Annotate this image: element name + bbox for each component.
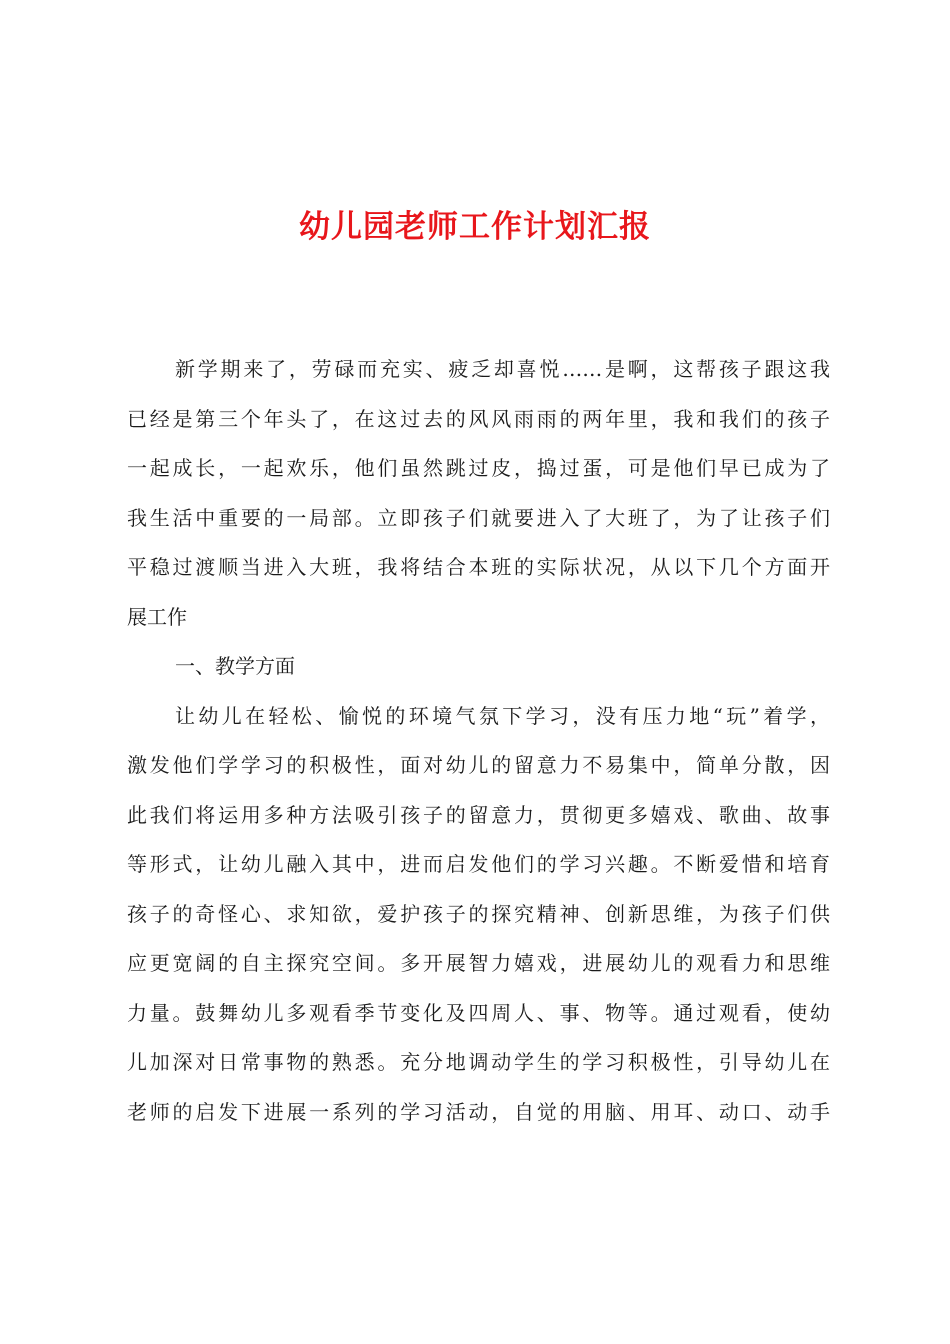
section-1-heading: 一、教学方面 [175, 654, 295, 678]
paragraph-2-line: 此我们将运用多种方法吸引孩子的留意力，贯彻更多嬉戏、歌曲、故事 [127, 802, 830, 827]
paragraph-2-line: 老师的启发下进展一系列的学习活动，自觉的用脑、用耳、动口、动手 [127, 1099, 830, 1124]
paragraph-2-line: 力量。鼓舞幼儿多观看季节变化及四周人、事、物等。通过观看，使幼 [127, 1000, 830, 1025]
paragraph-1-line: 我生活中重要的一局部。立即孩子们就要进入了大班了，为了让孩子们 [127, 505, 830, 530]
paragraph-1-line: 平稳过渡顺当进入大班，我将结合本班的实际状况，从以下几个方面开 [127, 555, 830, 579]
paragraph-1-line: 已经是第三个年头了，在这过去的风风雨雨的两年里，我和我们的孩子 [127, 406, 830, 431]
paragraph-2-line: 等形式，让幼儿融入其中，进而启发他们的学习兴趣。不断爱惜和培育 [127, 852, 830, 876]
paragraph-2-line: 激发他们学学习的积极性，面对幼儿的留意力不易集中，简单分散，因 [127, 753, 830, 777]
paragraph-1-line: 新学期来了，劳碌而充实、疲乏却喜悦……是啊，这帮孩子跟这我 [175, 357, 830, 381]
paragraph-2-line: 让幼儿在轻松、愉悦的环境气氛下学习，没有压力地“玩”着学， [175, 703, 830, 728]
document-body [127, 345, 830, 1137]
paragraph-2-line: 应更宽阔的自主探究空间。多开展智力嬉戏，进展幼儿的观看力和思维 [127, 951, 830, 975]
paragraph-1-line: 展工作 [127, 604, 187, 629]
document-title: 幼儿园老师工作计划汇报 [299, 209, 651, 245]
paragraph-2-line: 孩子的奇怪心、求知欲，爱护孩子的探究精神、创新思维，为孩子们供 [127, 901, 830, 926]
paragraph-1-line: 一起成长，一起欢乐，他们虽然跳过皮，捣过蛋，可是他们早已成为了 [127, 456, 830, 480]
paragraph-2-line: 儿加深对日常事物的熟悉。充分地调动学生的学习积极性，引导幼儿在 [127, 1050, 830, 1074]
